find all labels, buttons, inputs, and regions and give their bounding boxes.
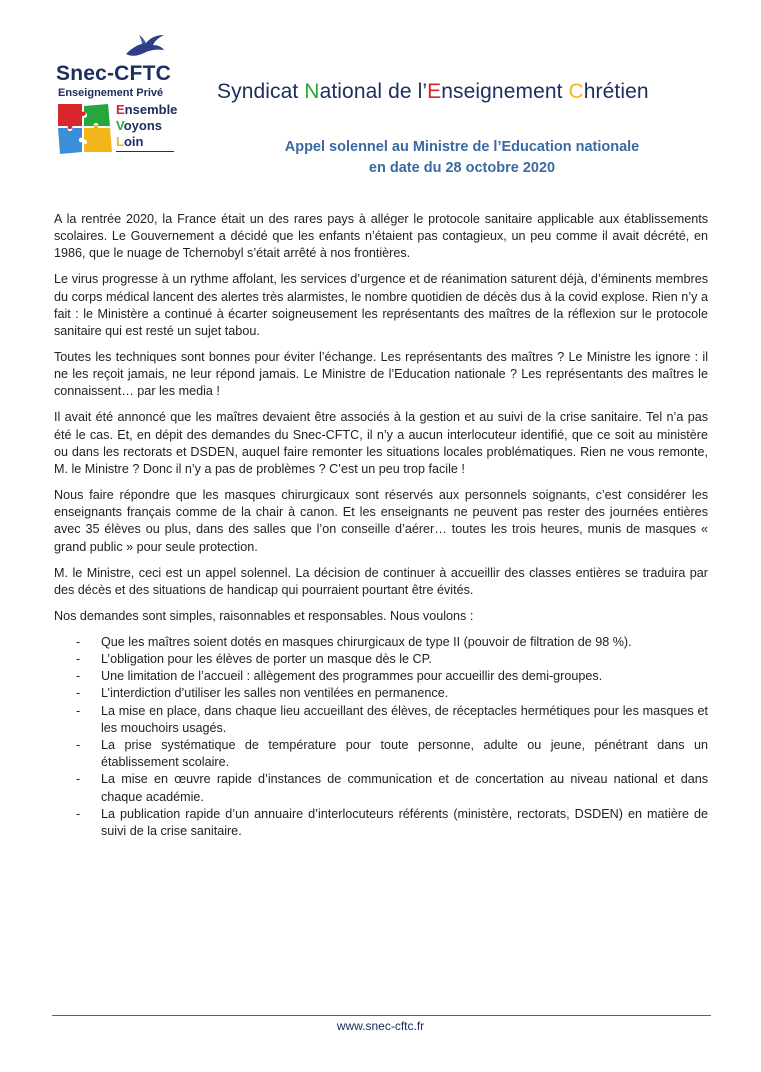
title-word: yndicat [231, 80, 305, 103]
list-item-text: La publication rapide d’un annuaire d’interlocuteurs référents (ministère, rectorats, DSDEN) en matière de suivi de la crise sanitaire. [101, 806, 708, 839]
list-marker: - [76, 634, 81, 649]
logo-divider [116, 151, 174, 152]
snec-cftc-logo [54, 34, 179, 156]
list-item [54, 771, 708, 805]
subtitle-date: en date du 28 octobre 2020 [368, 160, 556, 176]
footer-divider [52, 1015, 711, 1016]
dove-icon [122, 34, 166, 60]
list-item-text: La prise systématique de température pour toute personne, adulte ou jeune, pénétrant dans un établissement scolaire. [101, 738, 708, 770]
motto-initial: L [116, 134, 124, 149]
list-marker: - [76, 703, 81, 718]
list-item-text: L’interdiction d’utiliser les salles non ventilées en permanence. [101, 686, 449, 701]
list-item [54, 685, 708, 702]
motto-initial: V [116, 118, 124, 133]
title-word: ational de l’ [319, 80, 428, 103]
paragraph: A la rentrée 2020, la France était un des rares pays à alléger le protocole sanitaire applicable aux établissements scolaires. Le Gouvernement a décidé que les enfants n’étaient pas contagieux, un peu comme il avait décrété, en 1986, que le nuage de Tchernobyl s’était arrêté à nos frontières. [54, 212, 708, 261]
list-item-text: Une limitation de l’accueil : allègement des programmes pour accueillir des demi-groupes. [101, 669, 603, 684]
puzzle-icon [56, 100, 114, 156]
paragraph: Toutes les techniques sont bonnes pour éviter l’échange. Les représentants des maîtres ? Le Ministre les ignore : il ne les reçoit jamais, ne leur répond jamais. Le Ministre de l’Education nationale ? Les représentants des maîtres le connaissent… par les media ! [54, 350, 708, 399]
list-item [54, 651, 708, 668]
title-initial: C [568, 80, 584, 103]
title-word: nseignement [441, 80, 569, 103]
paragraph: Il avait été annoncé que les maîtres devaient être associés à la gestion et au suivi de la crise sanitaire. Tel n’a pas été le cas. Et, en dépit des demandes du Snec-CFTC, il n’y a aucun interlocuteur identifié, que ce soit au ministère ou dans les rectorats et DSDEN, auquel faire remonter les situations locales problématiques. Rien ne vous remonte, M. le Ministre ? Donc il n’y a pas de problèmes ? C’est un peu trop facile ! [54, 410, 708, 477]
list-item [54, 737, 708, 771]
subtitle-line: Appel solennel au Ministre de l’Education nationale [284, 139, 640, 155]
list-marker: - [76, 738, 81, 753]
letter-body [54, 211, 708, 840]
list-item [54, 668, 708, 685]
demands-list [54, 634, 708, 840]
list-item [54, 703, 708, 737]
list-marker: - [76, 806, 81, 821]
list-marker: - [76, 669, 81, 684]
list-item-text: Que les maîtres soient dotés en masques chirurgicaux de type II (pouvoir de filtration de 98 %). [101, 634, 632, 649]
logo-motto [116, 102, 177, 150]
paragraph: Nos demandes sont simples, raisonnables et responsables. Nous voulons : [54, 608, 474, 623]
paragraph: Le virus progresse à un rythme affolant, les services d’urgence et de réanimation saturent déjà, d’éminents membres du corps médical lancent des alertes très alarmistes, le nombre quotidien de décès dus à la covid explose. Rien n’y a fait : le Ministère a continué à écarter soigneusement les représentants des maîtres de la réflexion sur le protocole sanitaire qui est resté un sujet tabou. [54, 272, 708, 339]
paragraph: M. le Ministre, ceci est un appel solennel. La décision de continuer à accueillir des classes entières se traduira par des décès et des situations de handicap qui pourraient pourtant être évités. [54, 565, 708, 597]
title-initial: E [427, 80, 442, 103]
document-subtitle [212, 137, 712, 179]
paragraph: Nous faire répondre que les masques chirurgicaux sont réservés aux personnels soignants, c’est considérer les enseignants français comme de la chair à canon. Et les enseignants ne peuvent pas rester des journées entières avec 35 élèves ou plus, dans des salles que l’on conseille d’aérer… toutes les trois heures, munis de masques « grand public » pour seule protection. [54, 488, 708, 554]
motto-word: oyons [123, 118, 163, 133]
organisation-title [217, 80, 649, 104]
logo-title: Snec-CFTC [56, 62, 171, 85]
motto-word: nsemble [124, 102, 178, 117]
list-item-text: La mise en œuvre rapide d’instances de communication et de concertation au niveau national et dans chaque académie. [101, 772, 708, 804]
title-initial: S [217, 80, 232, 103]
logo-subtitle: Enseignement Privé [58, 87, 164, 99]
list-item [54, 806, 708, 840]
title-word: hrétien [583, 80, 649, 103]
motto-line [116, 102, 177, 118]
motto-line [116, 134, 177, 150]
footer-website-link[interactable]: www.snec-cftc.fr [336, 1019, 425, 1033]
motto-initial: E [116, 102, 125, 117]
list-marker: - [76, 652, 81, 667]
motto-word: oin [123, 134, 144, 149]
list-marker: - [76, 686, 81, 701]
motto-line [116, 118, 177, 134]
list-item-text: L’obligation pour les élèves de porter un masque dès le CP. [101, 652, 432, 667]
list-item-text: La mise en place, dans chaque lieu accueillant des élèves, de réceptacles hermétiques pour les masques et les mouchoirs usagés. [101, 703, 708, 735]
list-marker: - [76, 772, 81, 787]
list-item [54, 634, 708, 651]
title-initial: N [304, 80, 320, 103]
